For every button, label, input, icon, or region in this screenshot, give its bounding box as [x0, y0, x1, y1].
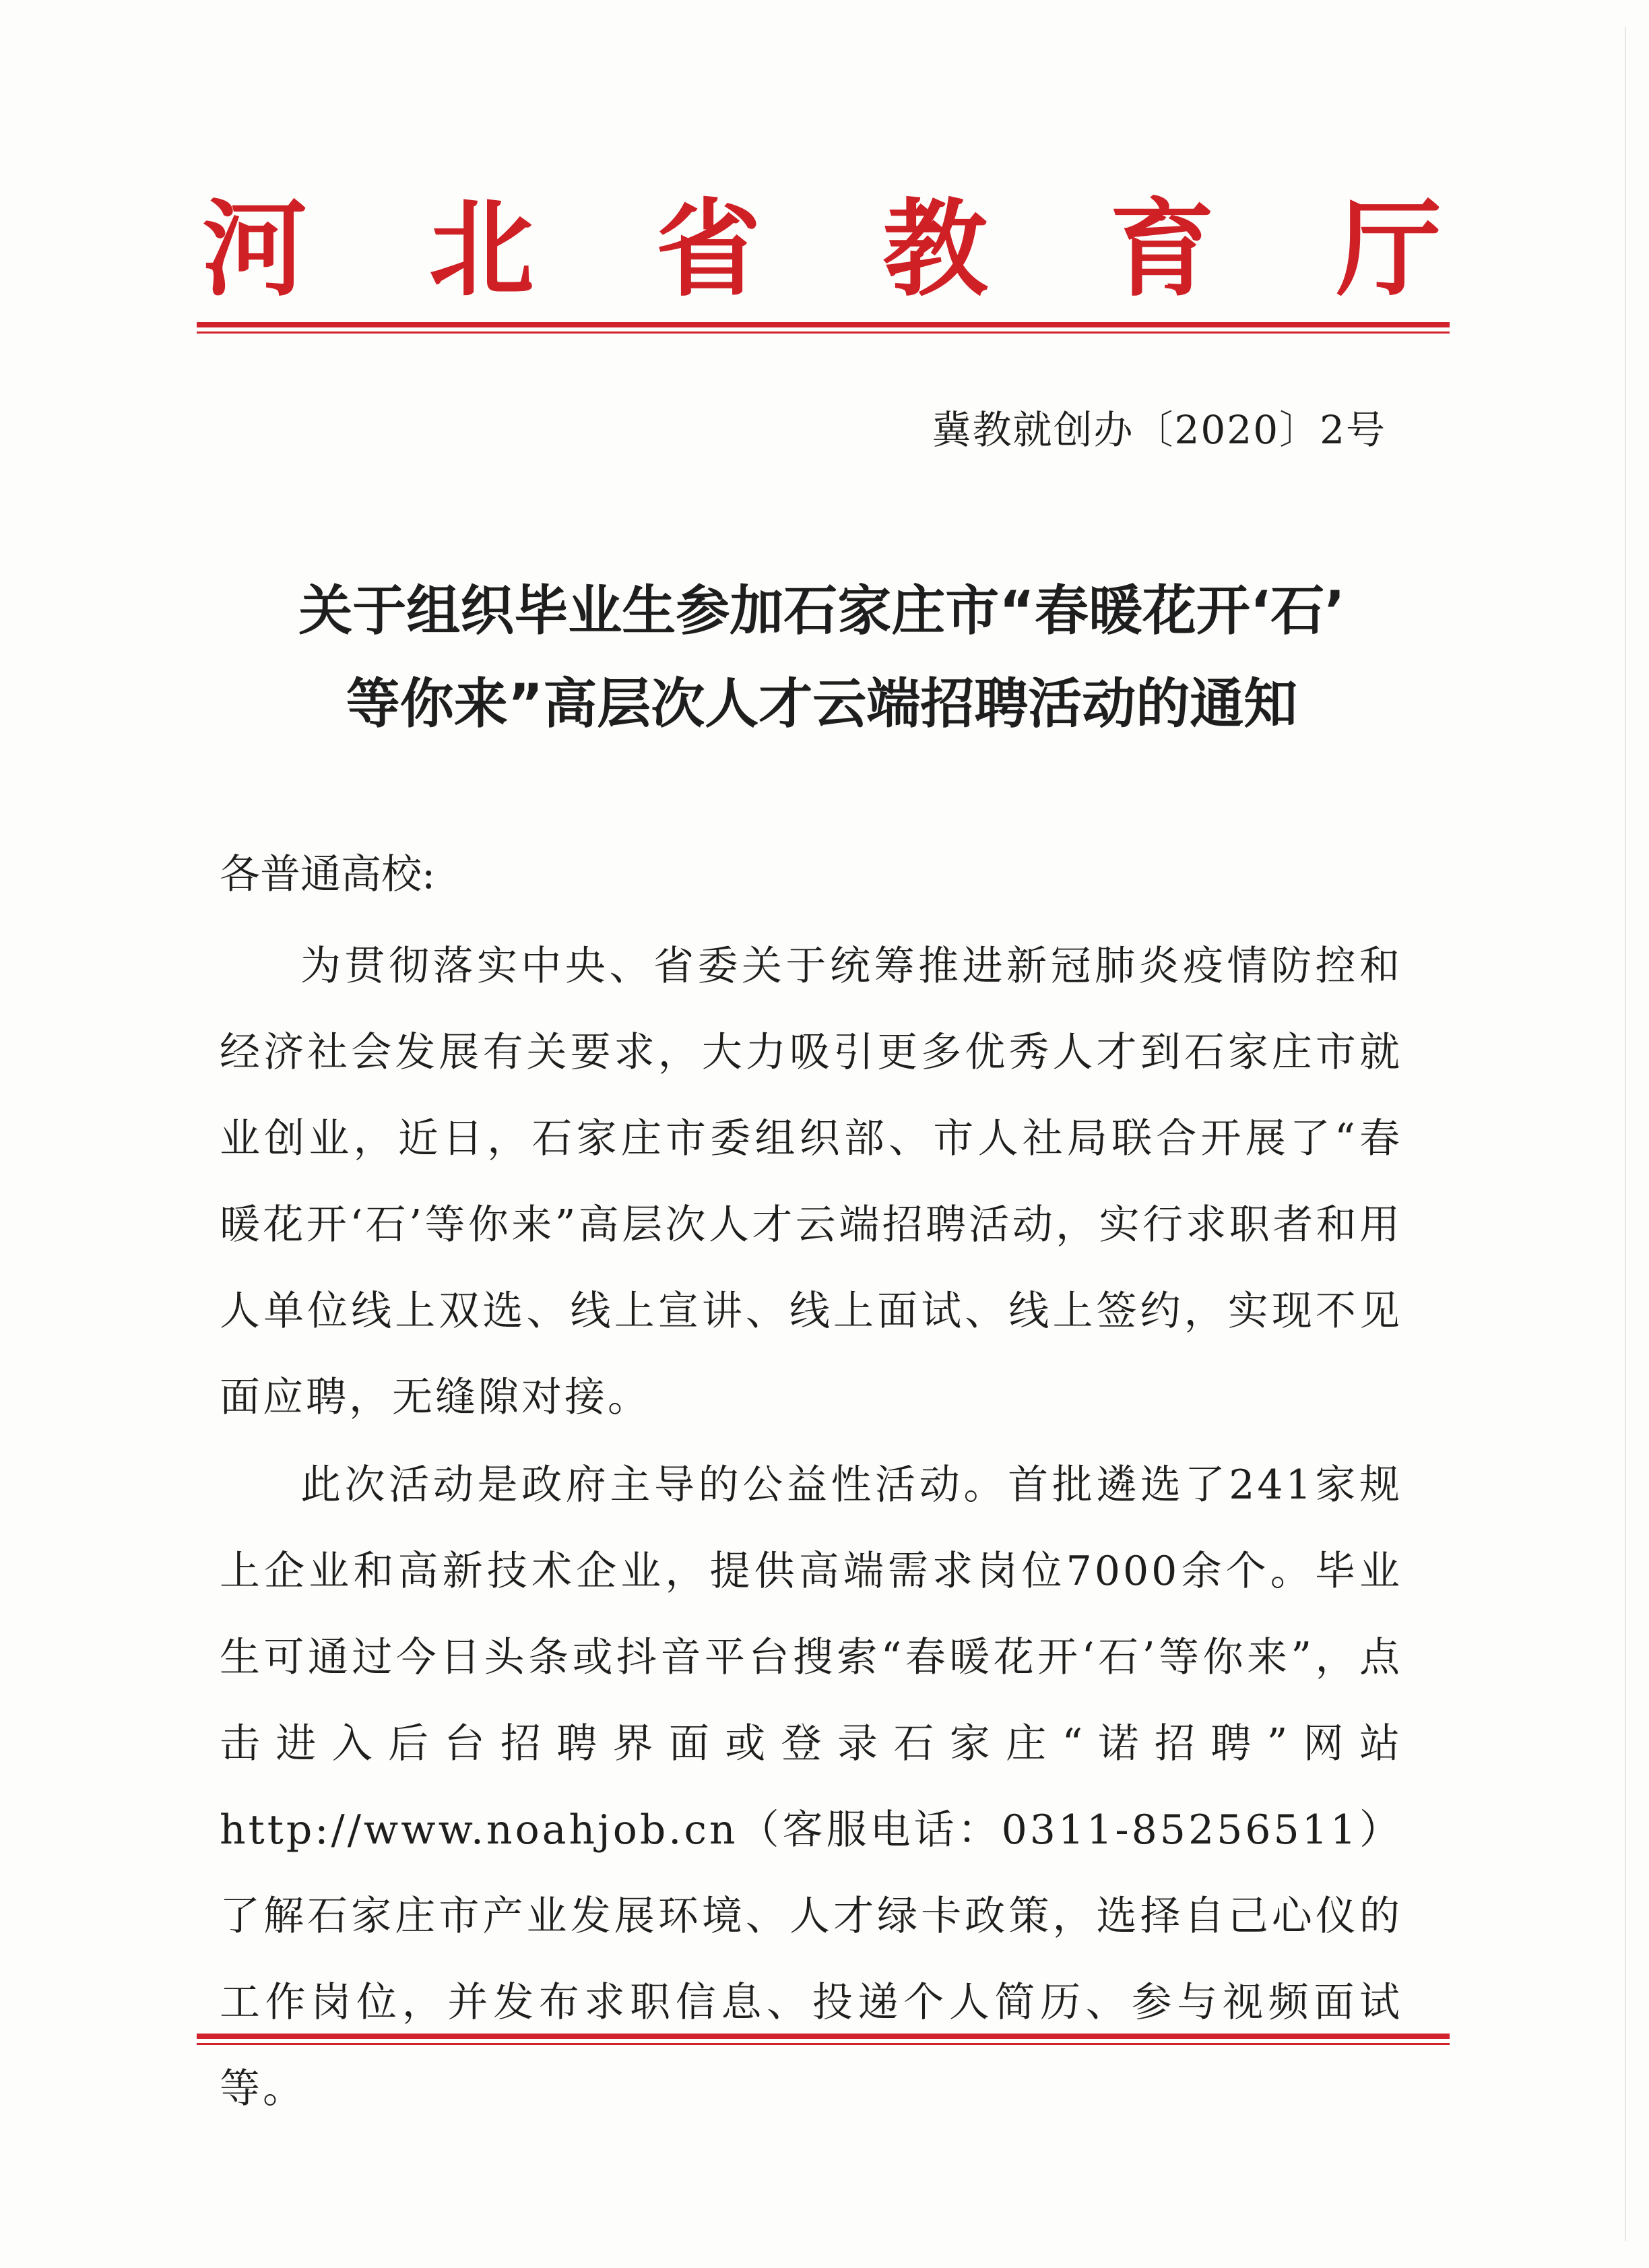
masthead	[202, 182, 1442, 317]
footer-rule-thick	[197, 2034, 1450, 2039]
header-rule-thin	[197, 332, 1450, 334]
page-edge	[1625, 27, 1626, 2241]
masthead-char: 河	[202, 187, 307, 311]
footer-red-rule	[197, 2034, 1450, 2045]
title-line-2: 等你来”高层次人才云端招聘活动的通知	[346, 672, 1298, 735]
masthead-char: 厅	[1336, 187, 1442, 311]
body-paragraph-1: 为贯彻落实中央、省委关于统筹推进新冠肺炎疫情防控和经济社会发展有关要求，大力吸引更多优秀人才到石家庄市就业创业，近日，石家庄市委组织部、市人社局联合开展了“春暖花开‘石’等你来”高层次人才云端招聘活动，实行求职者和用人单位线上双选、线上宣讲、线上面试、线上签约，实现不见面应聘，无缝隙对接。	[220, 943, 1402, 1421]
masthead-char: 教	[882, 187, 988, 311]
header-red-rule	[197, 322, 1450, 334]
notice-title	[202, 565, 1442, 751]
body-paragraph-2: 此次活动是政府主导的公益性活动。首批遴选了241家规上企业和高新技术企业，提供高端需求岗位7000余个。毕业生可通过今日头条或抖音平台搜索“春暖花开‘石’等你来”，点击进入后台招聘界面或登录石家庄“诺招聘”网站http://www.noahjob.cn（客服电话：0311-85256511）了解石家庄市产业发展环境、人才绿卡政策，选择自己心仪的工作岗位，并发布求职信息、投递个人简历、参与视频面试等。	[220, 1461, 1402, 2112]
footer-rule-thin	[197, 2043, 1450, 2045]
title-line-1: 关于组织毕业生参加石家庄市“春暖花开‘石’	[298, 579, 1345, 642]
salutation: 各普通高校:	[220, 851, 436, 898]
header-rule-thick	[197, 322, 1450, 327]
masthead-char: 北	[428, 187, 534, 311]
document-number: 冀教就创办〔2020〕2号	[932, 407, 1386, 453]
masthead-char: 育	[1109, 187, 1215, 311]
masthead-char: 省	[655, 187, 761, 311]
